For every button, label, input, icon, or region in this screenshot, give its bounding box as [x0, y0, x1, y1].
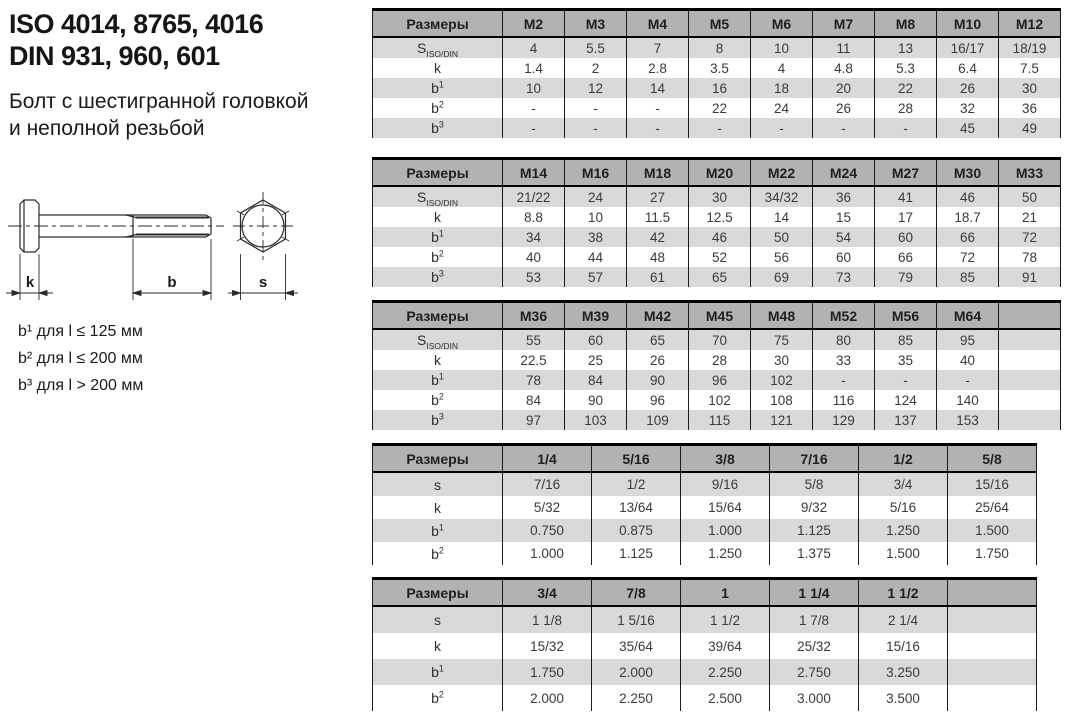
value-cell: 1 1/8	[503, 606, 592, 633]
value-cell: 153	[937, 410, 999, 430]
value-cell: -	[565, 98, 627, 118]
value-cell: 12.5	[689, 207, 751, 227]
value-cell: 2	[565, 58, 627, 78]
value-cell: 33	[813, 350, 875, 370]
column-header: 7/8	[592, 579, 681, 607]
value-cell: -	[689, 118, 751, 138]
value-cell: 55	[503, 329, 565, 350]
value-cell: 40	[503, 247, 565, 267]
value-cell: 42	[627, 227, 689, 247]
value-cell: 108	[751, 390, 813, 410]
footnote-b2: b² для l ≤ 200 мм	[18, 350, 143, 367]
value-cell: 26	[813, 98, 875, 118]
column-header: M2	[503, 10, 565, 38]
row-label: k	[373, 58, 503, 78]
value-cell: 3.000	[770, 685, 859, 711]
value-cell: 20	[813, 78, 875, 98]
value-cell	[999, 329, 1061, 350]
value-cell: 1.250	[681, 542, 770, 565]
value-cell: 57	[565, 267, 627, 287]
hex-front-view	[233, 192, 293, 260]
value-cell: 30	[999, 78, 1061, 98]
dim-label-b: b	[167, 274, 177, 291]
value-cell: 45	[937, 118, 999, 138]
inch-table-quarter-to-5-8	[372, 443, 1037, 565]
column-header: M45	[689, 302, 751, 330]
value-cell: 65	[689, 267, 751, 287]
column-header: M8	[875, 10, 937, 38]
metric-table-m2-m12	[372, 8, 1061, 138]
value-cell: 1.750	[503, 659, 592, 685]
value-cell: 102	[751, 370, 813, 390]
value-cell: 15	[813, 207, 875, 227]
value-cell: 15/16	[948, 472, 1037, 496]
value-cell: 85	[875, 329, 937, 350]
value-cell: 5.3	[875, 58, 937, 78]
page-subtitle	[9, 88, 308, 142]
column-header: 1/2	[859, 445, 948, 473]
value-cell: 28	[689, 350, 751, 370]
value-cell: 39/64	[681, 633, 770, 659]
row-label: $b^1$	[373, 227, 503, 247]
value-cell: 103	[565, 410, 627, 430]
value-cell: 12	[565, 78, 627, 98]
column-header: 3/4	[503, 579, 592, 607]
column-header: M36	[503, 302, 565, 330]
value-cell: 61	[627, 267, 689, 287]
value-cell: 16	[689, 78, 751, 98]
column-header: 1 1/2	[859, 579, 948, 607]
column-header: M39	[565, 302, 627, 330]
row-label: $S_{ISO/DIN}$	[373, 186, 503, 207]
value-cell: 1 5/16	[592, 606, 681, 633]
value-cell: 49	[999, 118, 1061, 138]
value-cell: 30	[751, 350, 813, 370]
value-cell	[948, 685, 1037, 711]
table-header-label: Размеры	[373, 159, 503, 187]
value-cell: 4	[503, 37, 565, 58]
value-cell: 1/2	[592, 472, 681, 496]
value-cell: 53	[503, 267, 565, 287]
column-header: M22	[751, 159, 813, 187]
row-label: k	[373, 496, 503, 519]
value-cell: -	[503, 118, 565, 138]
bolt-technical-drawing	[0, 186, 312, 321]
column-header: M20	[689, 159, 751, 187]
value-cell: 78	[999, 247, 1061, 267]
value-cell: 46	[937, 186, 999, 207]
value-cell: 4	[751, 58, 813, 78]
value-cell: -	[875, 118, 937, 138]
value-cell: 65	[627, 329, 689, 350]
value-cell: 1.4	[503, 58, 565, 78]
column-header: M4	[627, 10, 689, 38]
value-cell: 3.250	[859, 659, 948, 685]
value-cell	[999, 350, 1061, 370]
value-cell: 124	[875, 390, 937, 410]
value-cell: 70	[689, 329, 751, 350]
column-header: M30	[937, 159, 999, 187]
value-cell: 7/16	[503, 472, 592, 496]
value-cell: 116	[813, 390, 875, 410]
column-header: M33	[999, 159, 1061, 187]
value-cell: 60	[813, 247, 875, 267]
value-cell	[999, 410, 1061, 430]
value-cell: 1.750	[948, 542, 1037, 565]
value-cell: 0.875	[592, 519, 681, 542]
value-cell: 22	[875, 78, 937, 98]
value-cell: 27	[627, 186, 689, 207]
value-cell: 66	[937, 227, 999, 247]
value-cell: 21/22	[503, 186, 565, 207]
value-cell: 9/32	[770, 496, 859, 519]
value-cell: 25/32	[770, 633, 859, 659]
value-cell: 35/64	[592, 633, 681, 659]
value-cell: 7	[627, 37, 689, 58]
value-cell: 44	[565, 247, 627, 267]
value-cell: 85	[937, 267, 999, 287]
value-cell: 15/32	[503, 633, 592, 659]
column-header: M27	[875, 159, 937, 187]
table-header-label: Размеры	[373, 445, 503, 473]
value-cell: 4.8	[813, 58, 875, 78]
value-cell: 75	[751, 329, 813, 350]
value-cell: -	[875, 370, 937, 390]
value-cell: 1.250	[859, 519, 948, 542]
value-cell: -	[937, 370, 999, 390]
column-header	[999, 302, 1061, 330]
value-cell: 3.5	[689, 58, 751, 78]
value-cell: 78	[503, 370, 565, 390]
table-header-label: Размеры	[373, 302, 503, 330]
value-cell: 2.000	[503, 685, 592, 711]
value-cell: 102	[689, 390, 751, 410]
value-cell: 17	[875, 207, 937, 227]
value-cell: 15/64	[681, 496, 770, 519]
row-label: $b^2$	[373, 685, 503, 711]
value-cell: 46	[689, 227, 751, 247]
column-header: M42	[627, 302, 689, 330]
column-header: M24	[813, 159, 875, 187]
value-cell: -	[751, 118, 813, 138]
value-cell: -	[565, 118, 627, 138]
value-cell: 10	[565, 207, 627, 227]
value-cell	[948, 606, 1037, 633]
value-cell: 48	[627, 247, 689, 267]
footnote-b1: b¹ для l ≤ 125 мм	[18, 323, 143, 340]
value-cell: 2 1/4	[859, 606, 948, 633]
value-cell: 90	[565, 390, 627, 410]
value-cell: 13/64	[592, 496, 681, 519]
column-header: M18	[627, 159, 689, 187]
column-header: M12	[999, 10, 1061, 38]
value-cell: 25	[565, 350, 627, 370]
value-cell: 0.750	[503, 519, 592, 542]
row-label: $b^2$	[373, 98, 503, 118]
value-cell: 30	[689, 186, 751, 207]
value-cell: 60	[875, 227, 937, 247]
value-cell: 2.000	[592, 659, 681, 685]
subtitle-line-1: Болт с шестигранной головкой	[9, 90, 309, 113]
value-cell: 1 1/2	[681, 606, 770, 633]
value-cell: 1.375	[770, 542, 859, 565]
column-header: 1 1/4	[770, 579, 859, 607]
row-label: $b^2$	[373, 390, 503, 410]
value-cell: 1.125	[592, 542, 681, 565]
value-cell: 10	[503, 78, 565, 98]
value-cell: 2.8	[627, 58, 689, 78]
value-cell: 1 7/8	[770, 606, 859, 633]
value-cell: 1.500	[948, 519, 1037, 542]
column-header: M14	[503, 159, 565, 187]
row-label: $b^1$	[373, 370, 503, 390]
value-cell: 26	[627, 350, 689, 370]
value-cell: 3/4	[859, 472, 948, 496]
column-header: 5/8	[948, 445, 1037, 473]
value-cell: 18/19	[999, 37, 1061, 58]
inch-table-3-4-to-1-5	[372, 577, 1037, 711]
value-cell: 5/16	[859, 496, 948, 519]
value-cell: 1.000	[503, 542, 592, 565]
value-cell: 15/16	[859, 633, 948, 659]
column-header: M64	[937, 302, 999, 330]
value-cell	[999, 370, 1061, 390]
dimension-lines	[6, 239, 298, 300]
value-cell: 96	[627, 390, 689, 410]
row-label: $b^1$	[373, 519, 503, 542]
value-cell: 79	[875, 267, 937, 287]
value-cell: 1.500	[859, 542, 948, 565]
value-cell: 11.5	[627, 207, 689, 227]
row-label: $S_{ISO/DIN}$	[373, 37, 503, 58]
value-cell: 66	[875, 247, 937, 267]
value-cell: 18.7	[937, 207, 999, 227]
row-label: $b^2$	[373, 542, 503, 565]
row-label: $b^2$	[373, 247, 503, 267]
row-label: $b^1$	[373, 659, 503, 685]
metric-table-m14-m33	[372, 157, 1061, 287]
column-header: M5	[689, 10, 751, 38]
value-cell: 22.5	[503, 350, 565, 370]
value-cell: 121	[751, 410, 813, 430]
row-label: $b^1$	[373, 78, 503, 98]
value-cell: 32	[937, 98, 999, 118]
value-cell: -	[503, 98, 565, 118]
value-cell: 13	[875, 37, 937, 58]
table-header-label: Размеры	[373, 579, 503, 607]
iso-title-line: ISO 4014, 8765, 4016	[9, 9, 264, 39]
value-cell: 72	[937, 247, 999, 267]
value-cell: 80	[813, 329, 875, 350]
column-header: 1/4	[503, 445, 592, 473]
value-cell: 21	[999, 207, 1061, 227]
value-cell: 2.250	[592, 685, 681, 711]
row-label: $b^3$	[373, 118, 503, 138]
column-header: M10	[937, 10, 999, 38]
value-cell: 7.5	[999, 58, 1061, 78]
value-cell: 28	[875, 98, 937, 118]
value-cell: 5/8	[770, 472, 859, 496]
value-cell: 72	[999, 227, 1061, 247]
value-cell: 11	[813, 37, 875, 58]
value-cell: 18	[751, 78, 813, 98]
footnotes	[18, 318, 143, 399]
row-label: $S_{ISO/DIN}$	[373, 329, 503, 350]
subtitle-line-2: и неполной резьбой	[9, 117, 205, 140]
column-header: M3	[565, 10, 627, 38]
value-cell: 1.000	[681, 519, 770, 542]
page-title	[9, 8, 263, 72]
value-cell: 1.125	[770, 519, 859, 542]
value-cell: 5.5	[565, 37, 627, 58]
value-cell: 8.8	[503, 207, 565, 227]
value-cell: 97	[503, 410, 565, 430]
value-cell: 3.500	[859, 685, 948, 711]
value-cell: 5/32	[503, 496, 592, 519]
footnote-b3: b³ для l > 200 мм	[18, 377, 144, 394]
table-header-label: Размеры	[373, 10, 503, 38]
value-cell: 24	[565, 186, 627, 207]
value-cell: 2.250	[681, 659, 770, 685]
value-cell: 24	[751, 98, 813, 118]
value-cell: 84	[565, 370, 627, 390]
value-cell: 50	[999, 186, 1061, 207]
din-title-line: DIN 931, 960, 601	[9, 41, 220, 71]
value-cell: 54	[813, 227, 875, 247]
value-cell: 14	[751, 207, 813, 227]
value-cell: 69	[751, 267, 813, 287]
dim-label-s: s	[258, 274, 268, 291]
column-header	[948, 579, 1037, 607]
column-header: M56	[875, 302, 937, 330]
value-cell: 25/64	[948, 496, 1037, 519]
value-cell: 52	[689, 247, 751, 267]
value-cell: 129	[813, 410, 875, 430]
column-header: 1	[681, 579, 770, 607]
value-cell: 14	[627, 78, 689, 98]
column-header: M48	[751, 302, 813, 330]
value-cell: 41	[875, 186, 937, 207]
value-cell: 35	[875, 350, 937, 370]
row-label: $b^3$	[373, 267, 503, 287]
value-cell	[948, 659, 1037, 685]
dim-label-k: k	[25, 274, 35, 291]
value-cell: 73	[813, 267, 875, 287]
value-cell: 140	[937, 390, 999, 410]
column-header: 3/8	[681, 445, 770, 473]
value-cell: 96	[689, 370, 751, 390]
column-header: M16	[565, 159, 627, 187]
metric-table-m36-m64	[372, 300, 1061, 430]
value-cell: 36	[813, 186, 875, 207]
value-cell: 115	[689, 410, 751, 430]
row-label: s	[373, 472, 503, 496]
value-cell: 36	[999, 98, 1061, 118]
value-cell: 2.500	[681, 685, 770, 711]
value-cell: 22	[689, 98, 751, 118]
value-cell: 34	[503, 227, 565, 247]
value-cell: -	[813, 370, 875, 390]
value-cell: 90	[627, 370, 689, 390]
value-cell: 91	[999, 267, 1061, 287]
value-cell: -	[627, 118, 689, 138]
value-cell	[948, 633, 1037, 659]
value-cell: -	[627, 98, 689, 118]
row-label: $b^3$	[373, 410, 503, 430]
bolt-side-view	[8, 200, 224, 252]
value-cell: 38	[565, 227, 627, 247]
value-cell: 109	[627, 410, 689, 430]
value-cell: 16/17	[937, 37, 999, 58]
row-label: k	[373, 207, 503, 227]
value-cell: 84	[503, 390, 565, 410]
column-header: M6	[751, 10, 813, 38]
row-label: s	[373, 606, 503, 633]
value-cell	[999, 390, 1061, 410]
value-cell: 50	[751, 227, 813, 247]
value-cell: 8	[689, 37, 751, 58]
value-cell: 2.750	[770, 659, 859, 685]
column-header: 5/16	[592, 445, 681, 473]
value-cell: 6.4	[937, 58, 999, 78]
value-cell: -	[813, 118, 875, 138]
value-cell: 56	[751, 247, 813, 267]
value-cell: 34/32	[751, 186, 813, 207]
column-header: 7/16	[770, 445, 859, 473]
column-header: M7	[813, 10, 875, 38]
value-cell: 10	[751, 37, 813, 58]
row-label: k	[373, 633, 503, 659]
value-cell: 95	[937, 329, 999, 350]
value-cell: 9/16	[681, 472, 770, 496]
value-cell: 26	[937, 78, 999, 98]
value-cell: 40	[937, 350, 999, 370]
value-cell: 137	[875, 410, 937, 430]
column-header: M52	[813, 302, 875, 330]
value-cell: 60	[565, 329, 627, 350]
row-label: k	[373, 350, 503, 370]
